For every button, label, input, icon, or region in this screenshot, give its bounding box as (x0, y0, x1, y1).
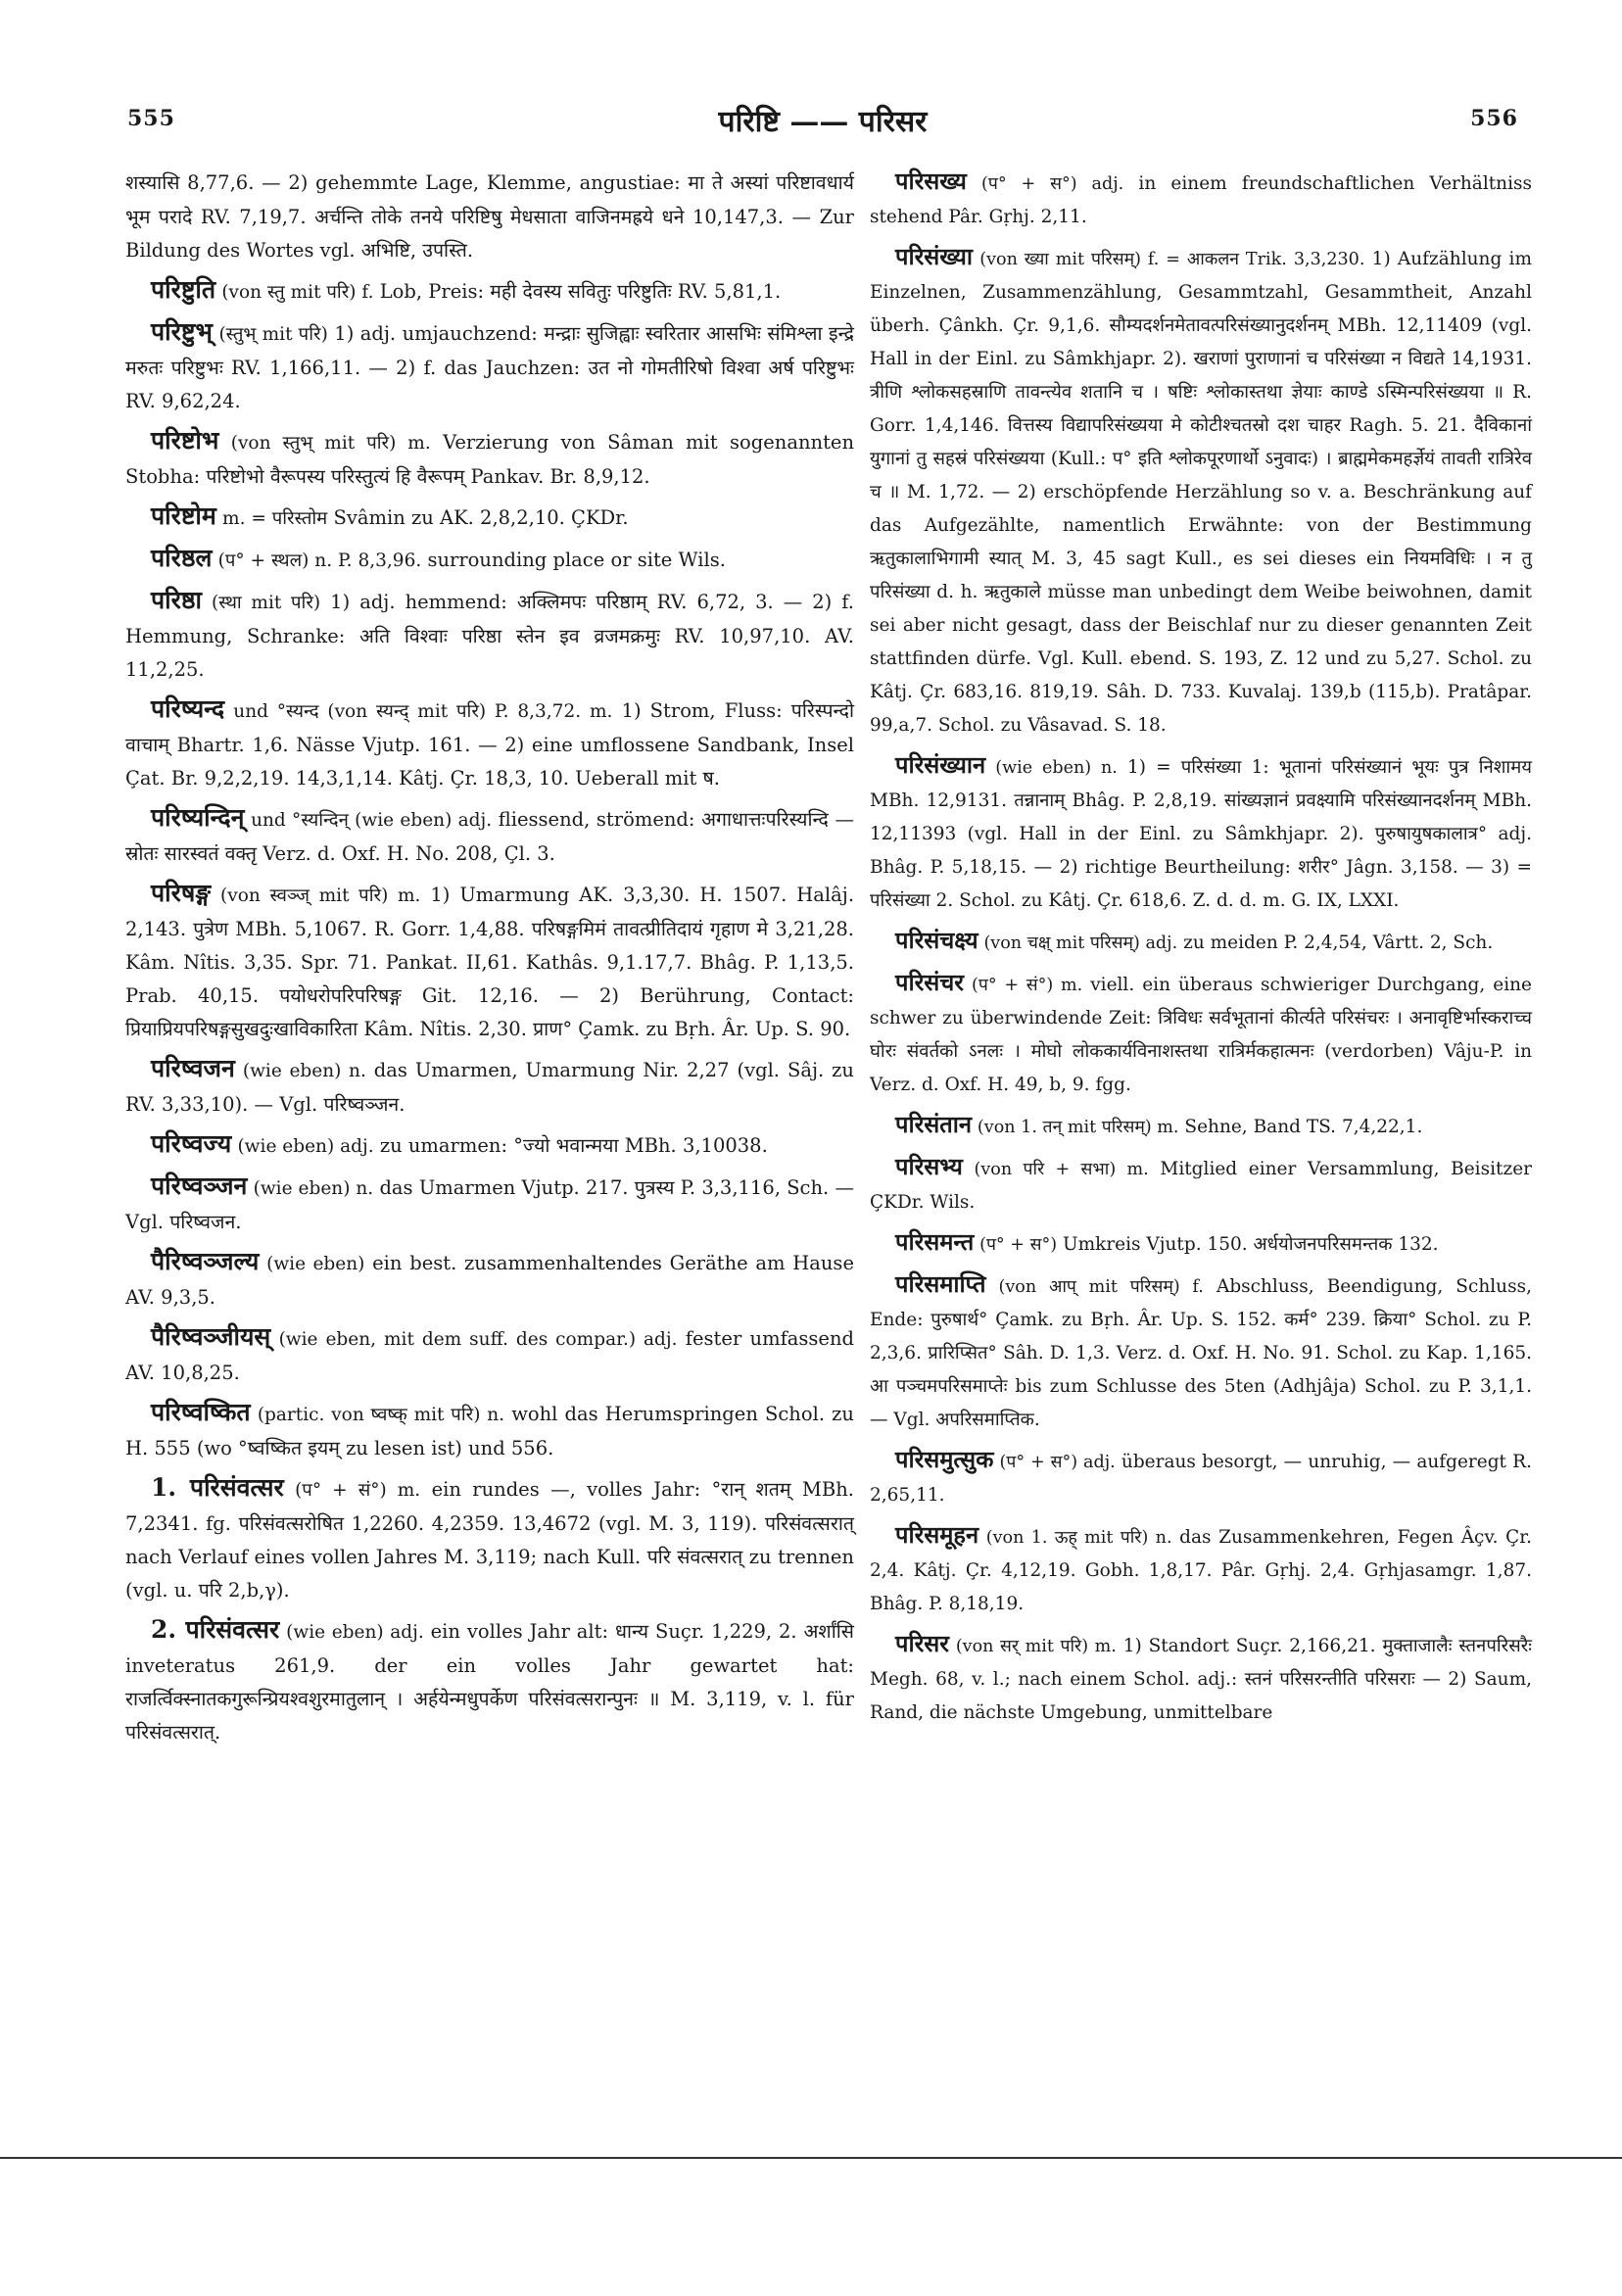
entry-headword: परिष्ठा (151, 586, 203, 614)
entry-definition: 1) adj. hemmend: अक्लिमपः परिष्ठाम् RV. 6,72, 3. — 2) f. Hemmung, Schranke: अति विश्वाः परिष्ठा स्तेन इव व्रजमक्रमुः RV. 10,97,10. AV. 11,2,25. (125, 591, 855, 681)
entry-definition: das Zusammenkehren, Fegen Âçv. Çr. 2,4. Kâtj. Çr. 4,12,19. Gobh. 1,8,17. Pâr. Gṛhj. 2,4. Gṛhjasamgr. 1,87. Bhâg. P. 8,18,19. (870, 1527, 1532, 1614)
entry-definition: Verzierung von Sâman mit sogenannten Stobha: परिष्टोभो वैरूपस्य परिस्तुत्यं हि वैरूपम् Pankav. Br. 8,9,12. (125, 431, 855, 488)
entry-definition: surrounding place or site Wils. (427, 549, 726, 571)
dictionary-entry (125, 424, 854, 494)
right-column (870, 165, 1532, 1736)
dictionary-entry (870, 966, 1532, 1102)
entry-headword: पैरिष्वञ्जीयस् (151, 1322, 271, 1351)
left-page-number: 555 (127, 106, 175, 131)
entry-headword: पैरिष्वञ्जल्य (151, 1247, 260, 1275)
dictionary-entry (125, 877, 854, 1046)
left-column (125, 165, 854, 1755)
entry-headword: परिषङ्ग (151, 879, 212, 907)
entry-definition: zu meiden P. 2,4,54, Vârtt. 2, Sch. (1183, 933, 1494, 953)
dictionary-entry (870, 1518, 1532, 1621)
entry-headword: परिसंचर (895, 969, 964, 996)
entry-headword: परिष्यन्द (151, 694, 225, 723)
entry-headword: 2. परिसंवत्सर (151, 1615, 280, 1644)
entry-etymology: (von परि + सभा) m. (974, 1160, 1149, 1179)
entry-headword: परिसंचक्ष्य (895, 927, 978, 954)
entry-headword: परिष्वञ्जन (151, 1172, 248, 1200)
entry-definition: überaus besorgt, — unruhig, — aufgeregt R. 2,65,11. (870, 1452, 1532, 1506)
dictionary-entry (125, 500, 854, 536)
entry-definition: fliessend, strömend: अगाधात्तःपरिस्यन्दि — स्रोतः सारस्वतं वक्तृ Verz. d. Oxf. H. No. 208, Çl. 3. (125, 808, 854, 865)
entry-definition: 1) = परिसंख्या 1: भूतानां परिसंख्यानं भूयः पुत्र निशामय MBh. 12,9131. तन्नानाम् Bhâg. P. 2,8,19. सांख्यज्ञानं प्रवक्ष्यामि परिसंख्यानदर्शनम् MBh. 12,11393 (vgl. Hall in der Einl. zu Sâmkhjapr. 2). पुरुषायुषकालात्र° adj. Bhâg. P. 5,18,15. — 2) richtige Beurtheilung: शरीर° Jâgn. 3,158. — 3) = परिसंख्या 2. Schol. zu Kâtj. Çr. 618,6. Z. d. d. m. G. IX, LXXI. (870, 757, 1532, 911)
entry-etymology: (wie eben) n. (995, 758, 1118, 778)
entry-headword: परिष्टोम (151, 502, 216, 530)
entry-etymology: (von चक्ष् mit परिसम्) adj. (983, 933, 1178, 953)
dictionary-entry (125, 1170, 854, 1239)
entry-definition: wohl das Herumspringen Schol. zu H. 555 (wo °ष्वष्कित इयम् zu lesen ist) und 556. (125, 1403, 854, 1459)
entry-etymology: (von 1. ऊह् mit परि) n. (985, 1528, 1172, 1548)
entry-headword: परिष्वजन (151, 1054, 235, 1082)
entry-definition: Abschluss, Beendigung, Schluss, Ende: पुरुषार्थ° Çamk. zu Bṛh. Âr. Up. S. 152. कर्म° 239. क्रिया° Schol. zu P. 2,3,6. प्रारिप्सित° Sâh. D. 1,3. Verz. d. Oxf. H. No. 91. Schol. zu Kap. 1,165. आ पञ्चमपरिसमाप्तेः bis zum Schlusse des 5ten (Adhjâja) Schol. zu P. 3,1,1. — Vgl. अपरिसमाप्तिक. (870, 1276, 1532, 1430)
entry-definition: Svâmin zu AK. 2,8,2,10. ÇKDr. (333, 506, 629, 529)
entry-etymology: (wie eben, mit dem suff. des compar.) adj. (278, 1329, 678, 1350)
entry-headword: परिसमुत्सुक (895, 1446, 994, 1473)
dictionary-entry (125, 693, 854, 795)
entry-headword: परिष्यन्दिन् (151, 803, 245, 832)
entry-headword: परिसमाप्ति (895, 1270, 986, 1298)
entry-definition: viell. ein überaus schwieriger Durchgang, eine schwer zu überwindende Zeit: त्रिविधः सर्वभूतानां कीर्त्यते परिसंचरः । अनावृष्टिर्भास्कराच्च घोरः संवर्तको ऽनलः । मोघो लोककार्यविनाशस्तथा रात्रिर्मकहात्मनः (verdorben) Vâju-P. in Verz. d. Oxf. H. 49, b, 9. fgg. (870, 975, 1532, 1095)
entry-definition: Umkreis Vjutp. 150. अर्धयोजनपरिसमन्तक 132. (1062, 1234, 1439, 1255)
entry-etymology: (wie eben) adj. (286, 1622, 424, 1643)
dictionary-entry (125, 273, 854, 310)
dictionary-entry (125, 1245, 854, 1315)
entry-headword: परिष्वज्य (151, 1129, 232, 1158)
entry-headword: परिसमन्त (895, 1228, 975, 1256)
entry-etymology: (von सर् mit परि) m. (955, 1637, 1117, 1656)
dictionary-entry (870, 1443, 1532, 1512)
entry-definition: fester umfassend AV. 10,8,25. (125, 1327, 855, 1384)
entry-headword: परिसंतान (895, 1111, 973, 1138)
dictionary-entry (870, 165, 1532, 234)
entry-definition: ein best. zusammenhaltendes Geräthe am Hause AV. 9,3,5. (125, 1252, 854, 1309)
entry-etymology: (von आप् mit परिसम्) f. (998, 1277, 1204, 1297)
dictionary-entry (125, 1052, 854, 1122)
entry-definition: das Umarmen Vjutp. 217. पुत्रस्य P. 3,3,116, Sch. — Vgl. परिष्वजन. (125, 1176, 854, 1233)
entry-etymology: und °स्यन्दिन् (wie eben) adj. (251, 810, 493, 831)
entry-headword: परिसर (895, 1630, 949, 1657)
page-header (127, 106, 1518, 149)
dictionary-entry (125, 1613, 854, 1749)
entry-headword: परिष्टोभ (151, 426, 219, 454)
dictionary-entry (125, 1471, 854, 1607)
entry-definition: ein volles Jahr alt: धान्य Suçr. 1,229, 2. अर्शांसि inveteratus 261,9. der ein volles Jahr gewartet hat: राजर्त्विक्स्नातकगुरून्प्रियश्वशुरमातुलान् । अर्हयेन्मधुपर्केण परिसंवत्सरान्पुनः ॥ M. 3,119, v. l. für परिसंवत्सरात्. (125, 1620, 854, 1744)
entry-headword: 1. परिसंवत्सर (151, 1473, 284, 1502)
entry-definition: 1) Strom, Fluss: परिस्पन्दो वाचाम् Bhartr. 1,6. Nässe Vjutp. 161. — 2) eine umflossene Sandbank, Insel Çat. Br. 9,2,2,19. 14,3,1,14. Kâtj. Çr. 18,3, 10. Ueberall mit ष. (125, 699, 854, 789)
entry-definition: 1) Umarmung AK. 3,3,30. H. 1507. Halâj. 2,143. पुत्रेण MBh. 5,1067. R. Gorr. 1,4,88. परिषङ्गमिमं तावत्प्रीतिदायं गृहाण मे 3,21,28. Kâm. Nîtis. 3,35. Spr. 71. Pankat. II,61. Kathâs. 9,1.17,7. Bhâg. P. 1,13,5. Prab. 40,15. पयोधरोपरिपरिषङ्ग Git. 12,16. — 2) Berührung, Contact: प्रियाप्रियपरिषङ्गसुखदुःखाविकारिता Kâm. Nîtis. 2,30. प्राण° Çamk. zu Bṛh. Âr. Up. S. 90. (125, 884, 855, 1040)
entry-etymology: (wie eben) adj. (237, 1136, 374, 1157)
entry-definition: zu umarmen: °ज्यो भवान्मया MBh. 3,10038. (379, 1134, 768, 1157)
dictionary-entry (870, 1627, 1532, 1730)
entry-headword: परिष्वष्कित (151, 1398, 251, 1426)
entry-headword: परिष्टुभ् (151, 317, 213, 346)
entry-etymology: (von स्तु mit परि) f. (221, 282, 374, 303)
entry-headword: परिष्ठल (151, 544, 213, 572)
dictionary-entry (125, 584, 854, 687)
entry-etymology: (wie eben) (266, 1254, 365, 1274)
entry-etymology: (wie eben) n. (242, 1061, 366, 1081)
entry-etymology: (प° + स°) adj. (999, 1453, 1116, 1472)
dictionary-entry (870, 924, 1532, 960)
dictionary-entry (870, 1150, 1532, 1220)
entry-definition: ein rundes —, volles Jahr: °रान् शतम् MBh. 7,2341. fg. परिसंवत्सरोषित 1,2260. 4,2359. 13,4672 (vgl. M. 3, 119). परिसंवत्सरात् nach Verlauf eines vollen Jahres M. 3,119; nach Kull. परि संवत्सरात् zu trennen (vgl. u. परि 2,b,γ). (125, 1478, 854, 1602)
entry-definition: Lob, Preis: मही देवस्य सवितुः परिष्टुतिः RV. 5,81,1. (379, 280, 782, 303)
entry-definition: Mitglied einer Versammlung, Beisitzer ÇKDr. Wils. (870, 1159, 1532, 1213)
entry-etymology: (von स्वञ्ज् mit परि) m. (220, 885, 421, 906)
entry-headword: परिष्टुति (151, 275, 216, 304)
entry-etymology: (wie eben) n. (253, 1178, 374, 1199)
entry-etymology: (स्था mit परि) (212, 593, 321, 613)
entry-headword: परिसख्य (895, 167, 967, 195)
entry-headword: परिसंख्यान (895, 751, 986, 779)
entry-definition: Sehne, Band TS. 7,4,22,1. (1184, 1117, 1423, 1137)
entry-definition: शस्यासि 8,77,6. — 2) gehemmte Lage, Klemme, angustiae: मा ते अस्यां परिष्टावधार्य भूम परादे RV. 7,19,7. अर्चन्ति तोके तनये परिष्टिषु मेधसाता वाजिनमह्रये धने 10,147,3. — Zur Bildung des Wortes vgl. अभिष्टि, उपस्ति. (125, 171, 854, 262)
entry-etymology: (प° + सं°) m. (295, 1480, 421, 1501)
entry-definition: 1) Standort Suçr. 2,166,21. मुक्ताजालैः स्तनपरिसरैः Megh. 68, v. l.; nach einem Schol. adj.: स्तनं परिसरन्तीति परिसराः — 2) Saum, Rand, die nächste Umgebung, unmittelbare (870, 1636, 1532, 1723)
right-page-number: 556 (1470, 106, 1518, 131)
entry-etymology: (प° + स°) adj. (981, 174, 1124, 194)
entry-headword: परिसभ्य (895, 1153, 963, 1180)
entry-definition: 1) adj. umjauchzend: मन्द्राः सुजिह्वाः स्वरितार आसभिः संमिश्ला इन्द्रे मरुतः परिष्टुभः RV. 1,166,11. — 2) f. das Jauchzen: उत नो गोमतीरिषो विश्वा अर्ष परिष्टुभः RV. 9,62,24. (125, 322, 855, 412)
dictionary-entry (125, 165, 854, 267)
entry-etymology: (प° + स्थल) n. P. 8,3,96. (217, 550, 422, 571)
dictionary-entry (125, 315, 854, 418)
entry-etymology: (स्तुभ् mit परि) (218, 324, 328, 345)
dictionary-entry (870, 1108, 1532, 1144)
dictionary-entry (870, 240, 1532, 742)
entry-etymology: (partic. von ष्वष्क् mit परि) n. (257, 1405, 505, 1425)
dictionary-entry (870, 1268, 1532, 1437)
dictionary-entry (125, 1396, 854, 1465)
dictionary-entry (870, 748, 1532, 918)
entry-etymology: (von स्तुभ् mit परि) m. (230, 433, 431, 454)
entry-etymology: (प° + सं°) m. (972, 976, 1083, 995)
entry-definition: 1) Aufzählung im Einzelnen, Zusammenzählung, Gesammtzahl, Gesammtheit, Anzahl überh. Çânkh. Çr. 9,1,6. सौम्यदर्शनमेतावत्परिसंख्यानुदर्शनम् MBh. 12,11409 (vgl. Hall in der Einl. zu Sâmkhjapr. 2). खराणां पुराणानां च परिसंख्या न विद्यते 14,1931. त्रीणि श्लोकसहस्राणि तावन्त्येव शतानि च । षष्टिः श्लोकास्तथा ज्ञेयाः काण्डे ऽस्मिन्परिसंख्यया ॥ R. Gorr. 1,4,146. वित्तस्य विद्यापरिसंख्यया मे कोटीश्चतस्रो दश चाहर Ragh. 5. 21. दैविकानां युगानां तु सहस्रं परिसंख्यया (Kull.: प° इति श्लोकपूरणार्थो ऽनुवादः) । ब्राह्ममेकमहर्ज्ञेयं तावती रात्रिरेव च ॥ M. 1,72. — 2) erschöpfende Herzählung so v. a. Beschränkung auf das Aufgezählte, namentlich Erwähnte: von der Bestimmung ऋतुकालाभिगामी स्यात् M. 3, 45 sagt Kull., es sei dieses ein नियमविधिः । न तु परिसंख्या d. h. ऋतुकाले müsse man unbedingt dem Weibe beiwohnen, damit sei aber nicht gesagt, dass der Beischlaf nur zu dieser genannten Zeit stattfinden dürfe. Vgl. Kull. ebend. S. 193, Z. 12 und zu 5,27. Schol. zu Kâtj. Çr. 683,16. 819,19. Sâh. D. 733. Kuvalaj. 139,b (115,b). Pratâpar. 99,a,7. Schol. zu Vâsavad. S. 18. (870, 249, 1532, 736)
entry-etymology: (von 1. तन् mit परिसम्) m. (977, 1118, 1179, 1137)
running-title: परिष्टि —— परिसर (718, 105, 928, 139)
dictionary-entry (125, 542, 854, 578)
entry-definition: in einem freundschaftlichen Verhältniss stehend Pâr. Gṛhj. 2,11. (870, 173, 1532, 227)
dictionary-entry (125, 801, 854, 871)
dictionary-entry (125, 1320, 854, 1390)
entry-etymology: m. = परिस्तोम (222, 508, 328, 529)
entry-headword: परिसमूहन (895, 1521, 979, 1549)
footer-rule (0, 2157, 1622, 2159)
entry-etymology: (von ख्या mit परिसम्) f. = आकलन Trik. 3,3,230. (979, 250, 1365, 269)
entry-etymology: und °स्यन्द (von स्यन्द् mit परि) P. 8,3,72. m. (233, 701, 613, 722)
entry-headword: परिसंख्या (895, 243, 973, 270)
entry-definition: das Umarmen, Umarmung Nir. 2,27 (vgl. Sâj. zu RV. 3,33,10). — Vgl. परिष्वञ्जन. (125, 1059, 854, 1116)
entry-etymology: (प° + स°) (979, 1235, 1058, 1255)
dictionary-entry (870, 1225, 1532, 1262)
dictionary-entry (125, 1127, 854, 1164)
